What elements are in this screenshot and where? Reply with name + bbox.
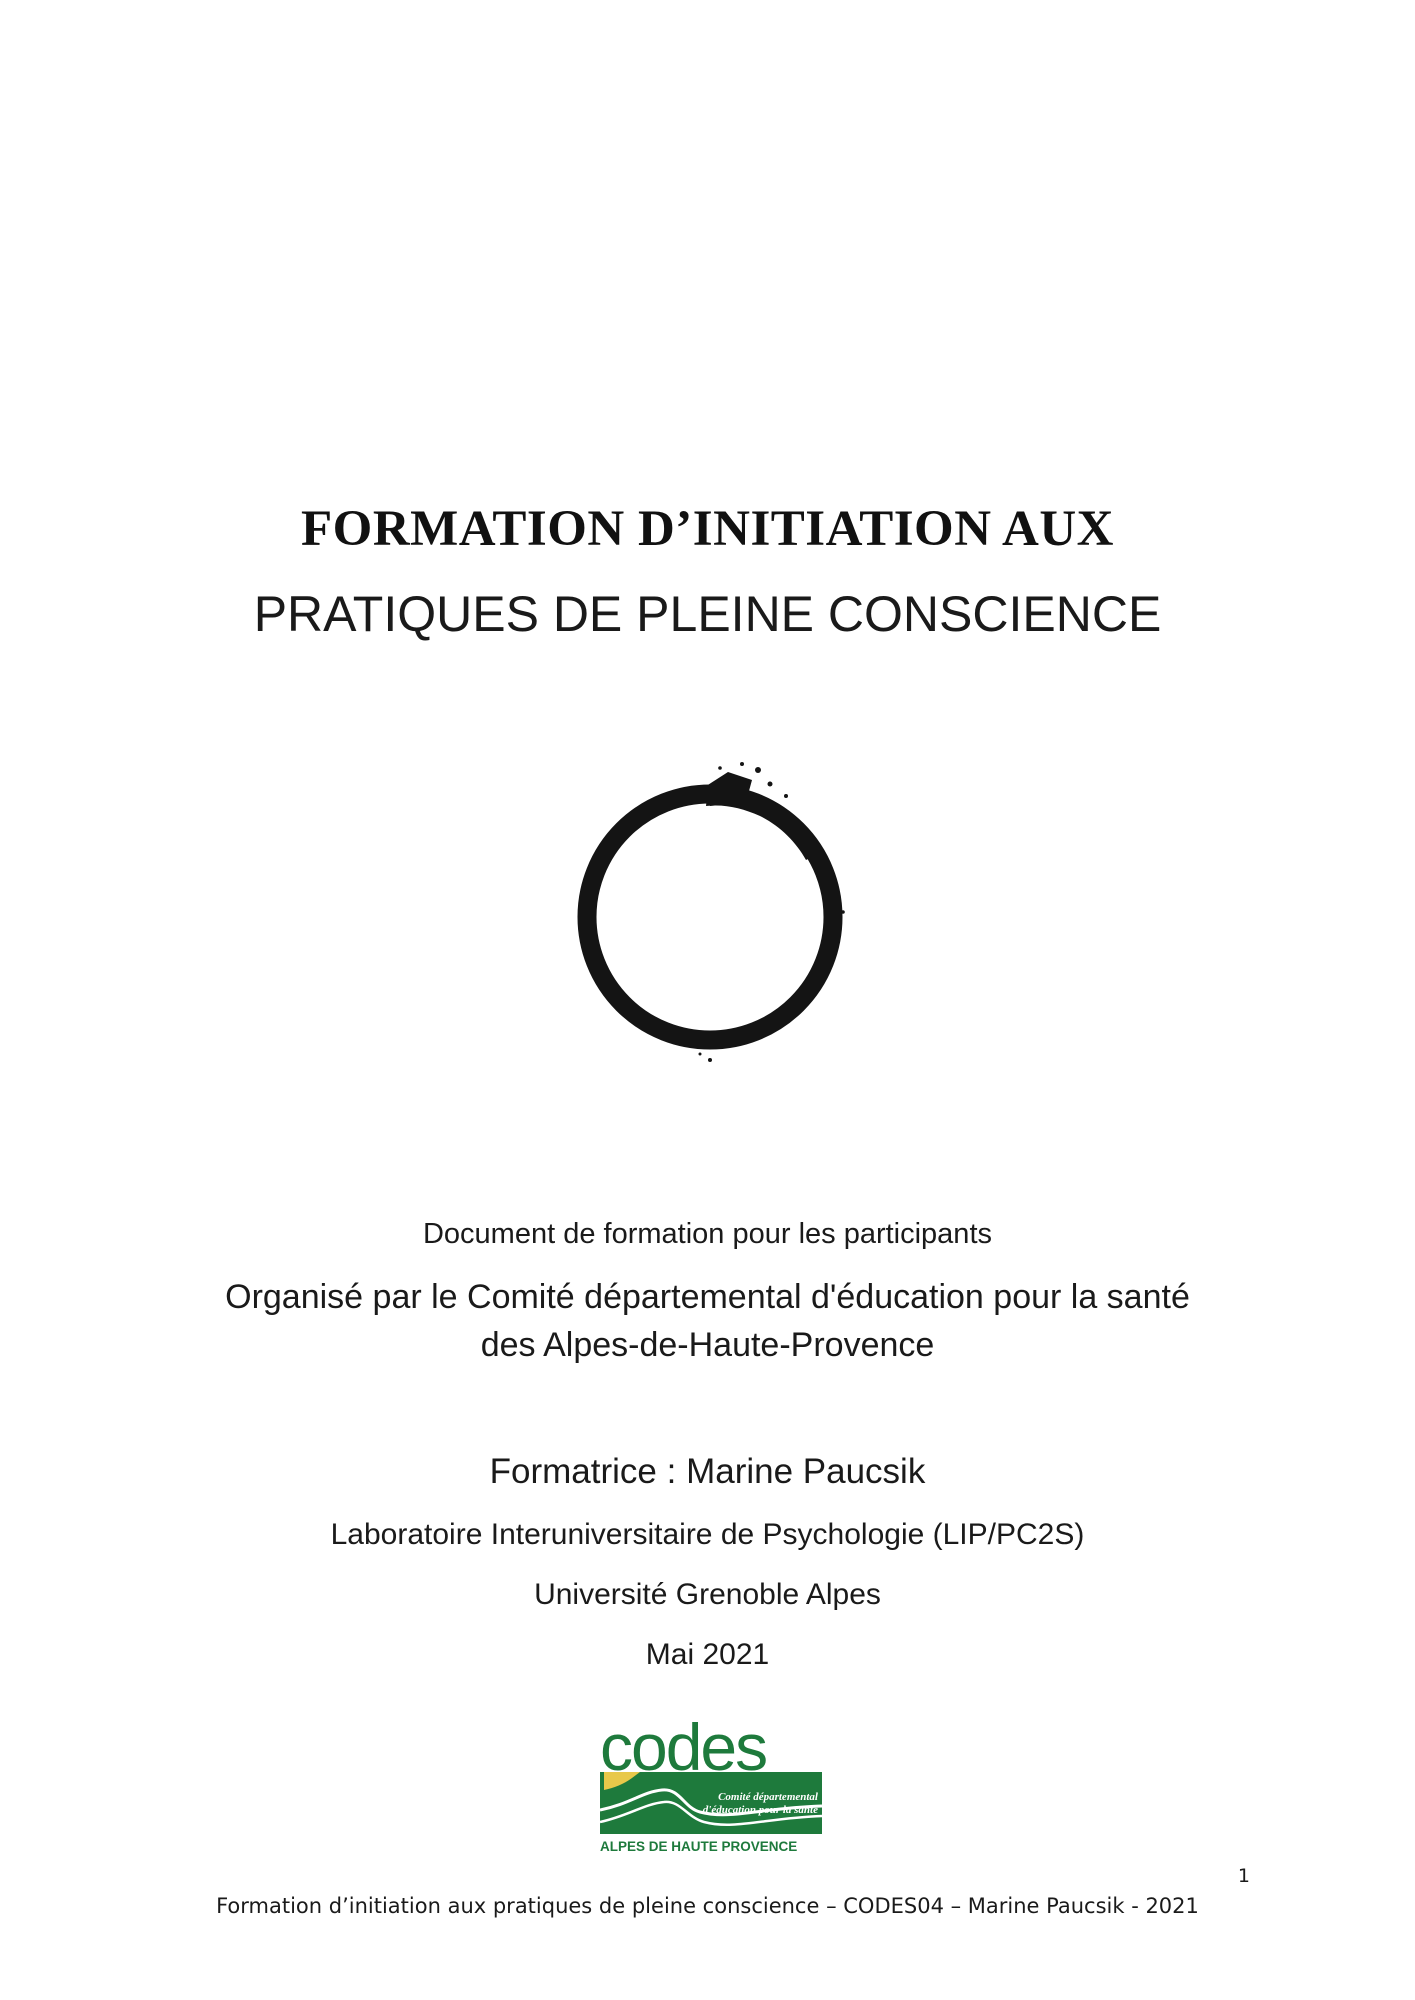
logo-region: ALPES DE HAUTE PROVENCE: [600, 1839, 798, 1854]
codes-logo: [600, 1708, 822, 1854]
enso-circle-icon: [560, 742, 860, 1067]
title-line-2: PRATIQUES DE PLEINE CONSCIENCE: [253, 586, 1162, 642]
organizer-line-1: Organisé par le Comité départemental d'éducation pour la santé: [225, 1278, 1190, 1316]
logo-tagline-1: Comité départemental: [718, 1791, 818, 1803]
logo-tagline-2: d'éducation pour la santé: [702, 1804, 818, 1816]
title-line-1: FORMATION D’INITIATION AUX: [301, 501, 1114, 557]
document-date: Mai 2021: [645, 1638, 770, 1671]
organizer-line-2: des Alpes-de-Haute-Provence: [480, 1326, 935, 1364]
document-purpose: Document de formation pour les participants: [422, 1218, 992, 1250]
laboratory-name: Laboratoire Interuniversitaire de Psychologie (LIP/PC2S): [330, 1518, 1085, 1551]
page-number: 1: [1237, 1865, 1250, 1887]
logo-word: codes: [600, 1710, 767, 1784]
university-name: Université Grenoble Alpes: [534, 1578, 881, 1611]
page-footer: Formation d’initiation aux pratiques de pleine conscience – CODES04 – Marine Paucsik - 2021: [216, 1894, 1199, 1918]
trainer-name: Formatrice : Marine Paucsik: [489, 1452, 926, 1491]
